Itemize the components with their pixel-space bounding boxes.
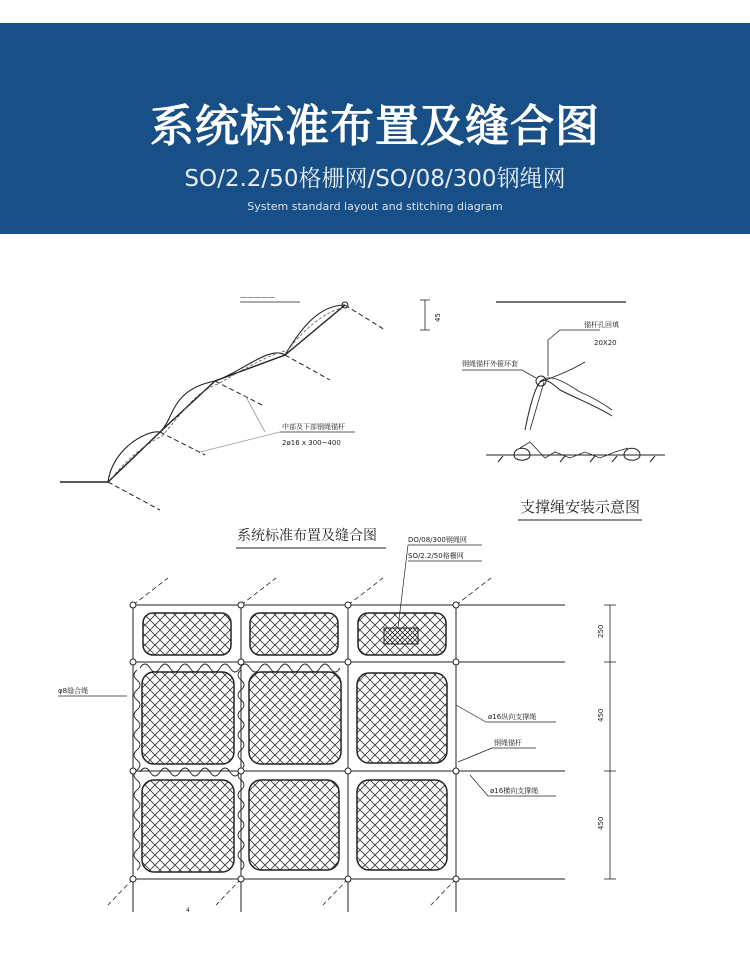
layout-title: 系统标准布置及缝合图 (237, 528, 377, 544)
slope-label-mid2: 2ø16 x 300~400 (282, 439, 341, 447)
slope-profile (60, 305, 345, 482)
banner-english-subtitle: System standard layout and stitching diagram (247, 200, 503, 213)
bottom-mark: 4 (186, 907, 190, 914)
layout-label-d0: DO/08/300钢绳网 (408, 536, 467, 544)
net-panel-r2c3 (357, 673, 447, 763)
anchor-line-4 (285, 355, 330, 380)
stitch-mid-row3 (140, 768, 240, 776)
slope-net-wave (108, 305, 345, 482)
dim-label-3: 450 (597, 816, 605, 830)
slope-section (60, 293, 385, 510)
slope-label-mid1: 中部及下部钢绳锚杆 (282, 423, 345, 431)
dim-label-1: 250 (597, 624, 605, 638)
layout-label-vertical-rope: ø16纵向支撑绳 (488, 713, 537, 721)
support-label-anchor-hole: 锚杆孔回填 (584, 321, 619, 329)
technical-drawing (0, 234, 750, 972)
layout-label-stitch: φ8缝合绳 (58, 687, 89, 695)
layout-label-anchor: 钢绳锚杆 (494, 739, 522, 747)
anchor-line-3 (215, 381, 262, 405)
support-label-loop: 钢绳锚杆外箍环套 (462, 360, 518, 368)
layout-label-horizontal-rope: ø16横向支撑绳 (490, 787, 539, 795)
net-panel-r1c2 (250, 613, 338, 655)
anchor-line-2 (160, 432, 205, 455)
dim-label-2: 450 (597, 708, 605, 722)
support-dim: 45 (434, 313, 442, 322)
layout-grid (58, 527, 616, 914)
banner-title: 系统标准布置及缝合图 (150, 101, 600, 152)
leader-slope (200, 432, 280, 452)
net-panel-r3c2 (249, 780, 339, 870)
grid-mesh-patch (384, 628, 418, 644)
layout-label-so: SO/2.2/50格栅网 (408, 552, 464, 560)
header-banner (0, 23, 750, 234)
net-panel-r2c2 (249, 672, 341, 764)
support-rope-detail (420, 300, 665, 520)
net-panel-r2c1 (142, 672, 234, 764)
banner-subtitle: SO/2.2/50格栅网/SO/08/300钢绳网 (184, 166, 566, 192)
anchor-line-1 (108, 482, 160, 510)
support-label-size: 20X20 (594, 339, 617, 347)
slope-label-top: ————— (240, 293, 275, 301)
net-panel-r1c1 (143, 613, 231, 655)
net-panel-r3c1 (142, 780, 234, 872)
net-panel-r3c3 (357, 780, 447, 870)
anchor-line-5 (345, 305, 385, 330)
support-caption: 支撑绳安装示意图 (520, 498, 641, 516)
slope-net-dashed (112, 308, 342, 478)
